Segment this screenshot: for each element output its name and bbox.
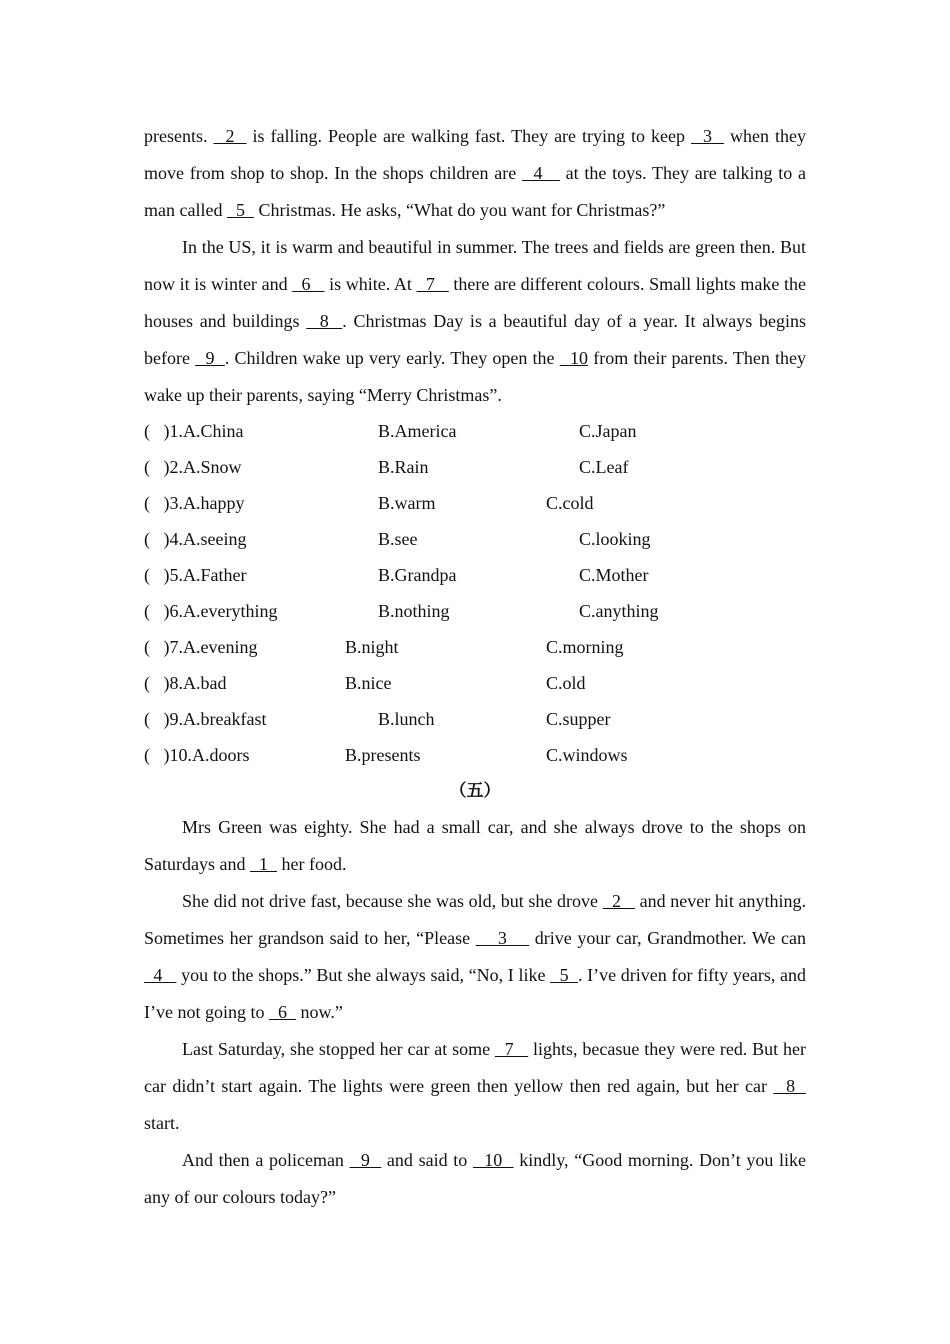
section5-paragraph-4 [144, 1142, 806, 1216]
option-b: B.see [378, 529, 418, 549]
option-row-7 [144, 629, 806, 665]
section5-paragraph-2 [144, 883, 806, 1031]
blank-5: 5 [550, 965, 578, 985]
blank-2: 2 [213, 126, 247, 146]
option-b: B.lunch [378, 709, 435, 729]
text: lights, becasue they were red. But her car didn’t start again. The lights were green then yellow then red again, but her car [144, 1039, 807, 1096]
text: Christmas. He asks, “What do you want for Christmas?” [253, 200, 666, 220]
blank-1: 1 [249, 854, 277, 874]
text: her food. [276, 854, 347, 874]
blank-4: 4 [522, 163, 560, 183]
option-b: B.nothing [378, 601, 450, 621]
blank-8: 8 [306, 311, 343, 331]
text: She did not drive fast, because she was old, but she drove [182, 891, 603, 911]
blank-3: 3 [475, 928, 530, 948]
option-a: ( )3.A.happy [144, 493, 245, 513]
blank-10: 10 [559, 348, 589, 368]
text: In the US, it is warm and beautiful in summer. The trees and fields are green then. But now it is winter and [144, 237, 806, 294]
option-c: C.old [546, 673, 586, 693]
text: you to the shops.” But she always said, “No, I like [176, 965, 551, 985]
option-c: C.anything [579, 601, 659, 621]
option-row-1 [144, 413, 806, 449]
text: from their parents. Then they wake up their parents, saying “Merry Christmas”. [144, 348, 807, 405]
option-c: C.Leaf [579, 457, 629, 477]
blank-10: 10 [472, 1150, 514, 1170]
blank-6: 6 [292, 274, 325, 294]
blank-9: 9 [195, 348, 225, 368]
text: Last Saturday, she stopped her car at some [182, 1039, 495, 1059]
options-list [144, 413, 806, 773]
option-row-9 [144, 701, 806, 737]
section5-paragraph-3 [144, 1031, 806, 1142]
option-c: C.Mother [579, 565, 649, 585]
option-c: C.looking [579, 529, 651, 549]
option-b: B.nice [345, 673, 392, 693]
text: and said to [381, 1150, 473, 1170]
passage4-paragraph-1 [144, 118, 806, 229]
option-a: ( )8.A.bad [144, 673, 227, 693]
option-b: B.night [345, 637, 399, 657]
option-c: C.windows [546, 745, 628, 765]
blank-8: 8 [773, 1076, 806, 1096]
blank-6: 6 [268, 1002, 296, 1022]
text: . Children wake up very early. They open the [224, 348, 560, 368]
option-a: ( )2.A.Snow [144, 457, 242, 477]
option-a: ( )4.A.seeing [144, 529, 247, 549]
section5-paragraph-1 [144, 809, 806, 883]
option-a: ( )9.A.breakfast [144, 709, 267, 729]
text: when they move from shop to shop. In the shops children are [144, 126, 807, 183]
text: is white. At [324, 274, 417, 294]
option-c: C.supper [546, 709, 611, 729]
text: is falling. People are walking fast. They are trying to keep [246, 126, 692, 146]
option-a: ( )1.A.China [144, 421, 244, 441]
text: and never hit anything. Sometimes her grandson said to her, “Please [144, 891, 807, 948]
option-c: C.Japan [579, 421, 637, 441]
text: at the toys. They are talking to a man called [144, 163, 806, 220]
text: Mrs Green was eighty. She had a small car, and she always drove to the shops on Saturdays and [144, 817, 806, 874]
option-c: C.morning [546, 637, 624, 657]
option-row-4 [144, 521, 806, 557]
option-b: B.Grandpa [378, 565, 457, 585]
option-row-8 [144, 665, 806, 701]
option-row-6 [144, 593, 806, 629]
blank-2: 2 [602, 891, 635, 911]
text: start. [144, 1113, 180, 1133]
option-a: ( )5.A.Father [144, 565, 247, 585]
text: drive your car, Grandmother. We can [529, 928, 806, 948]
document-content [144, 118, 806, 1216]
text: . Christmas Day is a beautiful day of a year. It always begins before [144, 311, 807, 368]
text: And then a policeman [182, 1150, 350, 1170]
option-row-2 [144, 449, 806, 485]
option-b: B.Rain [378, 457, 429, 477]
blank-4: 4 [144, 965, 177, 985]
blank-7: 7 [416, 274, 449, 294]
text: . I’ve driven for fifty years, and I’ve not going to [144, 965, 806, 1022]
option-b: B.America [378, 421, 457, 441]
option-b: B.warm [378, 493, 436, 513]
passage4-paragraph-2 [144, 229, 806, 414]
option-a: ( )10.A.doors [144, 745, 250, 765]
blank-5: 5 [226, 200, 254, 220]
text: now.” [295, 1002, 343, 1022]
option-a: ( )6.A.everything [144, 601, 278, 621]
option-a: ( )7.A.evening [144, 637, 258, 657]
option-c: C.cold [546, 493, 594, 513]
blank-9: 9 [349, 1150, 382, 1170]
option-b: B.presents [345, 745, 421, 765]
blank-3: 3 [691, 126, 725, 146]
text: kindly, “Good morning. Don’t you like any of our colours today?” [144, 1150, 807, 1207]
blank-7: 7 [494, 1039, 529, 1059]
option-row-10 [144, 737, 806, 773]
section-title: （五） [449, 781, 501, 801]
text: presents. [144, 126, 214, 146]
option-row-5 [144, 557, 806, 593]
option-row-3 [144, 485, 806, 521]
text: there are different colours. Small lights make the houses and buildings [144, 274, 807, 331]
